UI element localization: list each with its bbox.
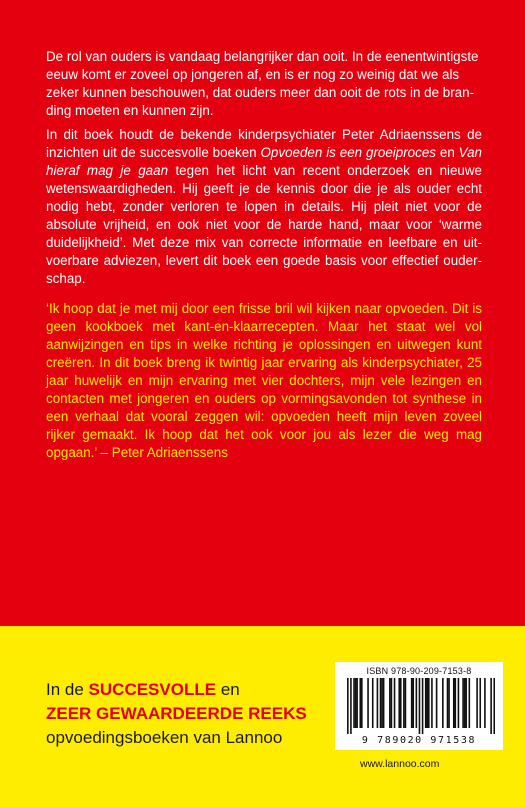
barcode-bar: [353, 678, 355, 728]
barcode-bar: [381, 678, 383, 728]
barcode-bar: [428, 678, 430, 728]
barcode-bar: [398, 678, 400, 728]
barcode-box: [335, 662, 503, 750]
barcode-bar: [372, 678, 374, 728]
series-prefix: In de: [46, 680, 84, 699]
description-text-3: tegen het licht van recent onderzoek en nieuwe wetenswaardigheden. Hij geeft je de kennis door die je als ouder echt nodig hebt, zonder verloren te lopen in details. Hij pleit niet voor de absolute vrijheid, en ook niet voor de harde hand, maar voor ‘warme duidelijkheid’. Met deze mix van correcte informatie en leefbare en uitvoerbare adviezen, levert dit boek een goede basis voor effectief ouderschap.: [46, 163, 483, 286]
barcode-bar: [380, 678, 382, 728]
barcode-bar: [377, 678, 379, 728]
barcode-bar: [400, 678, 402, 728]
barcode-bar: [367, 678, 369, 728]
barcode-bar: [419, 678, 421, 734]
series-band: [0, 626, 525, 807]
barcode-bar: [426, 678, 428, 728]
series-banner: [46, 678, 307, 750]
barcode-digits: 9 789020 971538: [361, 735, 477, 746]
publisher-url: www.lannoo.com: [360, 758, 440, 770]
description-paragraph: [46, 126, 482, 288]
barcode-bar: [383, 678, 385, 728]
barcode-bar: [425, 678, 427, 728]
barcode-bar: [454, 678, 456, 728]
barcode-bar: [479, 678, 481, 728]
book-title-2: Van hieraf mag je gaan: [46, 145, 483, 178]
barcode-bar: [416, 678, 418, 728]
barcode-bar: [469, 678, 471, 728]
barcode-icon: [347, 678, 495, 734]
barcode-bar: [493, 678, 495, 734]
intro-paragraph-text: De rol van ouders is vandaag belangrijker dan ooit. In de eenentwintigste eeuw komt er zoveel op jongeren af, en is er nog zo weinig dat we als zeker kunnen beschouwen, dat ouders meer dan ooit de rots in de branding moeten en kunnen zijn.: [46, 49, 479, 118]
barcode-bar: [356, 678, 358, 728]
barcode-bar: [458, 678, 460, 728]
barcode-bar: [355, 678, 357, 728]
barcode-bar: [347, 678, 349, 734]
barcode-bar: [453, 678, 455, 728]
series-line-3: opvoedingsboeken van Lannoo: [46, 728, 283, 747]
barcode-bar: [476, 678, 478, 728]
barcode-bar: [422, 678, 424, 734]
barcode-bar: [411, 678, 413, 728]
intro-paragraph: [46, 48, 482, 120]
barcode-bar: [462, 678, 464, 728]
barcode-bar: [361, 678, 363, 728]
isbn-label: ISBN 978-90-209-7153-8: [366, 666, 472, 676]
series-suffix: en: [220, 680, 240, 699]
barcode-bar: [403, 678, 405, 728]
barcode-bar: [405, 678, 407, 728]
author-quote-text: ‘Ik hoop dat je met mij door een frisse bril wil kijken naar opvoeden. Dit is geen kookboek met kant-en-klaarrecepten. Maar het staat wel vol aanwijzingen en tips in welke richting je oplossingen en uitwegen kunt creëren. In dit boek breng ik twintig jaar ervaring als kinderpsychiater, 25 jaar huwelijk en mijn ervaring met vier dochters, mijn vele lezingen en contacten met jongeren en ouders op vormingsavonden tot synthese in een verhaal dat vooral zeggen wil: opvoeden heeft mijn leven zoveel rijker gemaakt. Ik hoop dat het ook voor jou als lezer die weg mag opgaan.’ – Peter Adriaenssens: [46, 301, 482, 460]
barcode-bar: [391, 678, 393, 728]
barcode-bar: [431, 678, 433, 728]
author-quote: [46, 300, 482, 462]
series-highlight-acclaimed: ZEER GEWAARDEERDE REEKS: [46, 704, 307, 723]
series-line-1: [46, 678, 307, 702]
barcode-bar: [442, 678, 444, 728]
barcode-bar: [389, 678, 391, 728]
barcode-bar: [465, 678, 467, 728]
book-title-1: Opvoeden is een groeiproces: [260, 145, 436, 160]
barcode-bar: [490, 678, 492, 734]
description-text-1: In dit boek houdt de bekende kinderpsychiater Peter Adriaenssens de inzichten uit de succesvolle boeken: [46, 127, 482, 160]
series-highlight-successful: SUCCESVOLLE: [88, 680, 217, 699]
barcode-bar: [436, 678, 438, 728]
description-text-2: en: [435, 145, 459, 160]
barcode-bar: [412, 678, 414, 728]
barcode-bar: [484, 678, 486, 728]
barcode-bar: [448, 678, 450, 728]
barcode-bar: [394, 678, 396, 728]
barcode-bar: [350, 678, 352, 734]
barcode-bar: [464, 678, 466, 728]
barcode-bar: [447, 678, 449, 728]
barcode-bar: [359, 678, 361, 728]
